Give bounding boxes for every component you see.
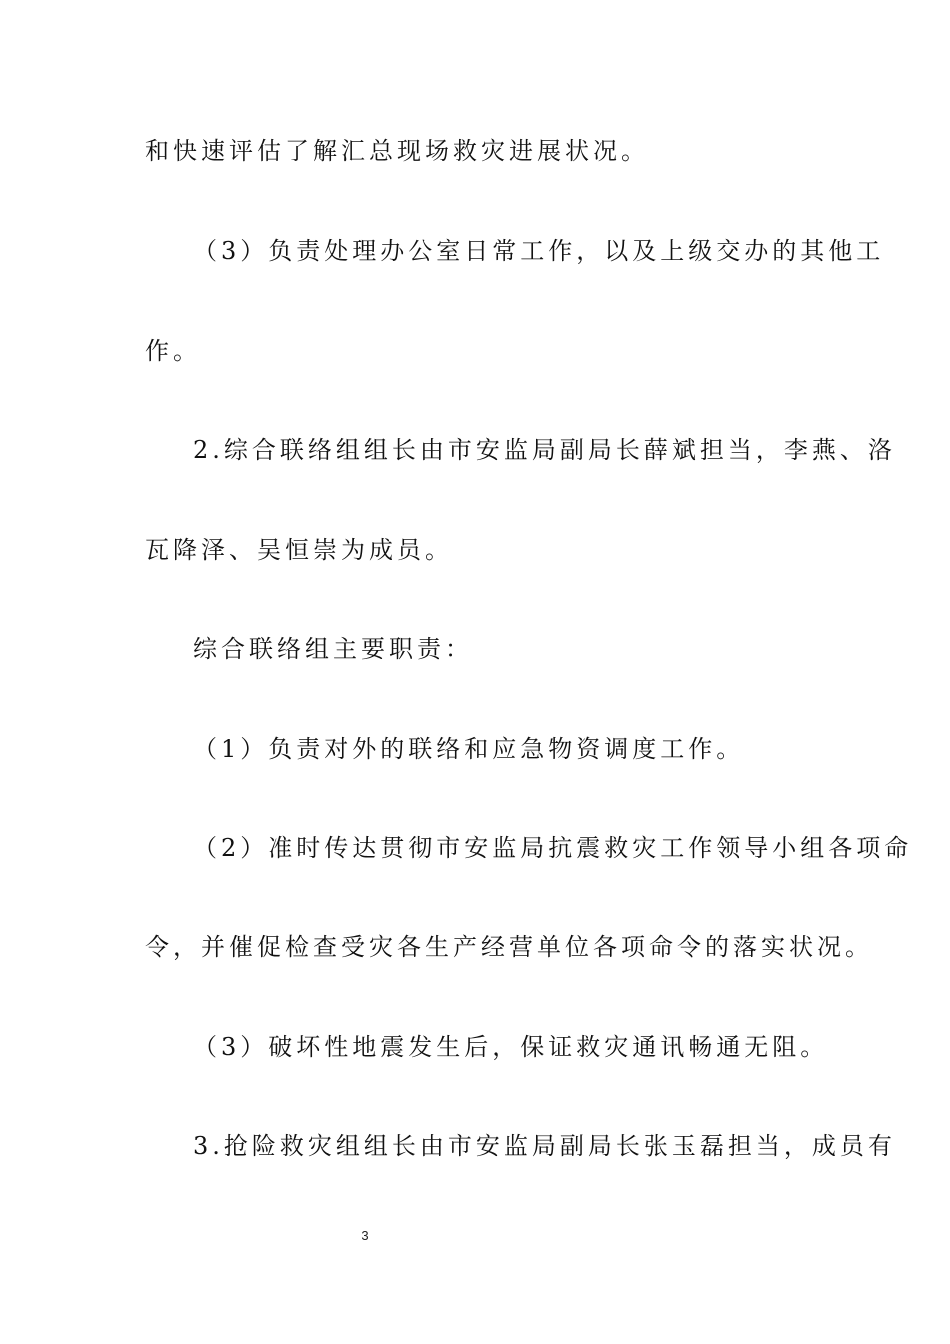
- text-line: 作。: [145, 337, 201, 365]
- page-number: 3: [361, 1228, 369, 1243]
- text-line: （3）负责处理办公室日常工作，以及上级交办的其他工: [193, 237, 885, 265]
- text-line: 2.综合联络组组长由市安监局副局长薛斌担当，李燕、洛: [193, 436, 896, 464]
- text-line: （3）破坏性地震发生后，保证救灾通讯畅通无阻。: [193, 1033, 829, 1061]
- text-line: 令，并催促检查受灾各生产经营单位各项命令的落实状况。: [145, 933, 873, 961]
- text-line: 和快速评估了解汇总现场救灾进展状况。: [145, 137, 649, 165]
- text-line: 综合联络组主要职责：: [193, 635, 473, 663]
- text-line: （2）准时传达贯彻市安监局抗震救灾工作领导小组各项命: [193, 834, 913, 862]
- text-line: 3.抢险救灾组组长由市安监局副局长张玉磊担当，成员有: [193, 1132, 896, 1160]
- text-line: （1）负责对外的联络和应急物资调度工作。: [193, 735, 745, 763]
- text-line: 瓦降泽、吴恒崇为成员。: [145, 536, 453, 564]
